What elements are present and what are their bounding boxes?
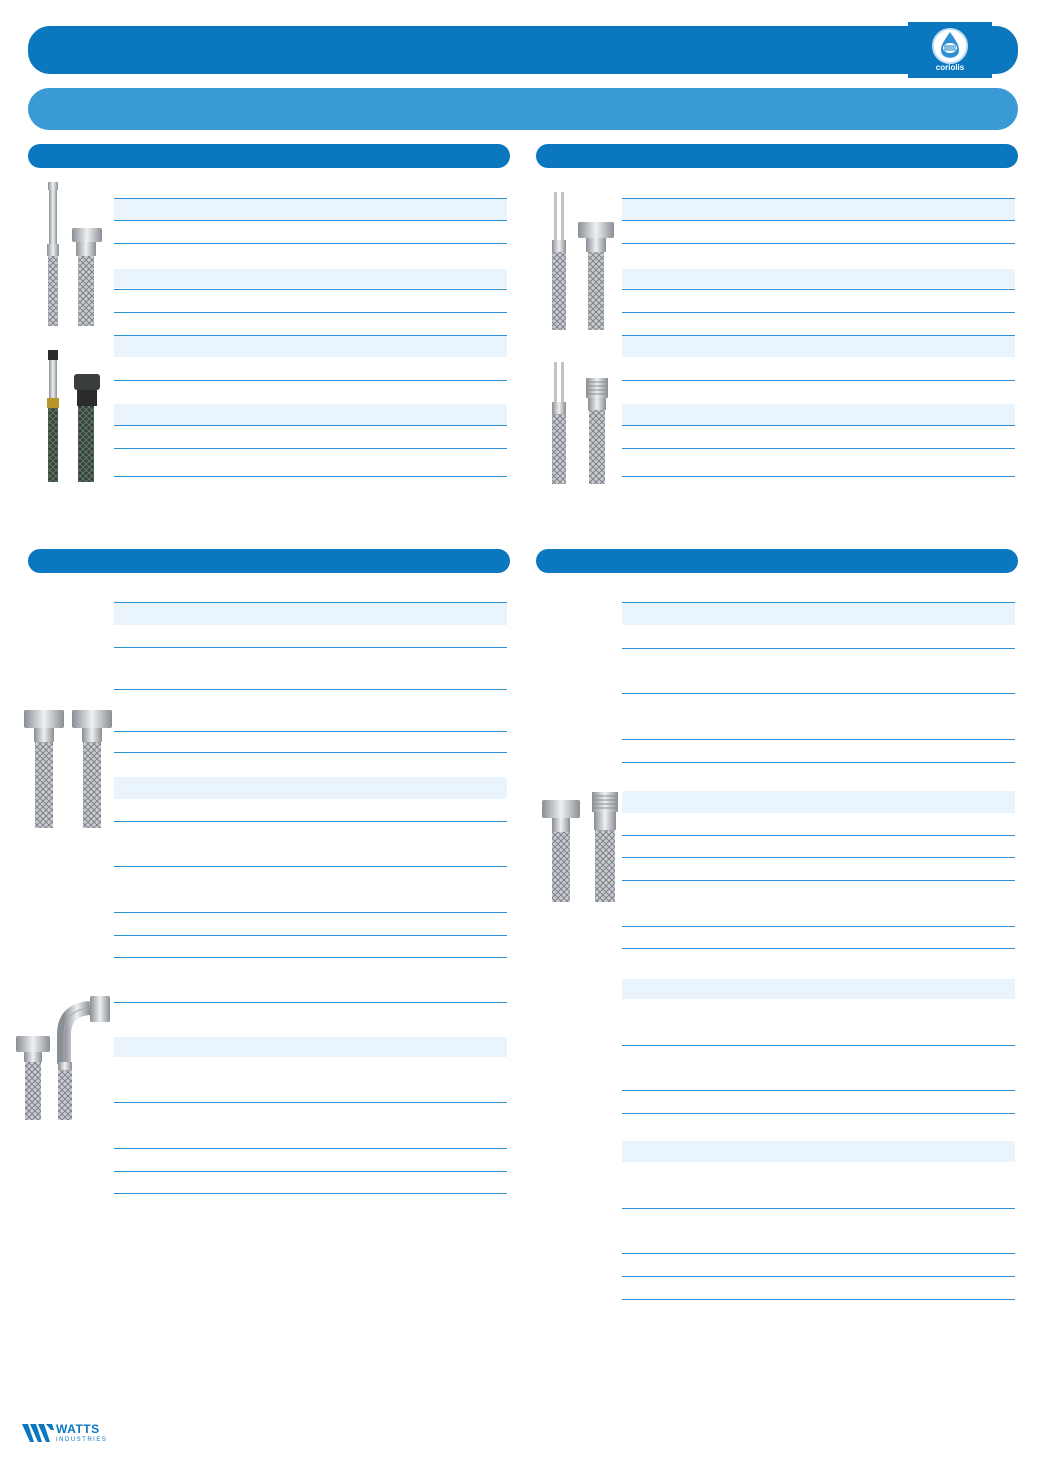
spec-table-bottom-left-1 bbox=[114, 602, 507, 1002]
watts-logo-text: WATTS bbox=[56, 1422, 100, 1436]
section-bar-bottom-left bbox=[28, 549, 510, 573]
section-bar-bottom-right bbox=[536, 549, 1018, 573]
hose-pair-image bbox=[44, 182, 104, 328]
spec-table-top-right-1 bbox=[622, 198, 1015, 313]
hose-pair-image bbox=[548, 192, 620, 332]
watts-logo bbox=[22, 1422, 122, 1446]
watts-logo-icon bbox=[22, 1422, 54, 1444]
title-bar bbox=[28, 26, 1018, 74]
coriolis-logo bbox=[908, 22, 992, 78]
section-bar-top-left bbox=[28, 144, 510, 168]
hose-pair-image bbox=[548, 362, 620, 486]
subtitle-bar bbox=[28, 88, 1018, 130]
spec-table-top-left-2 bbox=[114, 335, 507, 478]
spec-table-bottom-right bbox=[622, 602, 1015, 1300]
spec-table-top-left-1 bbox=[114, 198, 507, 313]
spec-table-bottom-left-2 bbox=[114, 1002, 507, 1194]
watts-logo-subtext: INDUSTRIES bbox=[56, 1437, 108, 1443]
section-bar-top-right bbox=[536, 144, 1018, 168]
hose-pair-image bbox=[22, 708, 116, 830]
hose-pair-image-elbow bbox=[14, 994, 114, 1122]
hose-pair-image bbox=[540, 790, 620, 904]
hose-pair-image-dark bbox=[44, 350, 104, 484]
spec-table-top-right-2 bbox=[622, 335, 1015, 478]
coriolis-logo-text: coriolis bbox=[935, 63, 965, 72]
